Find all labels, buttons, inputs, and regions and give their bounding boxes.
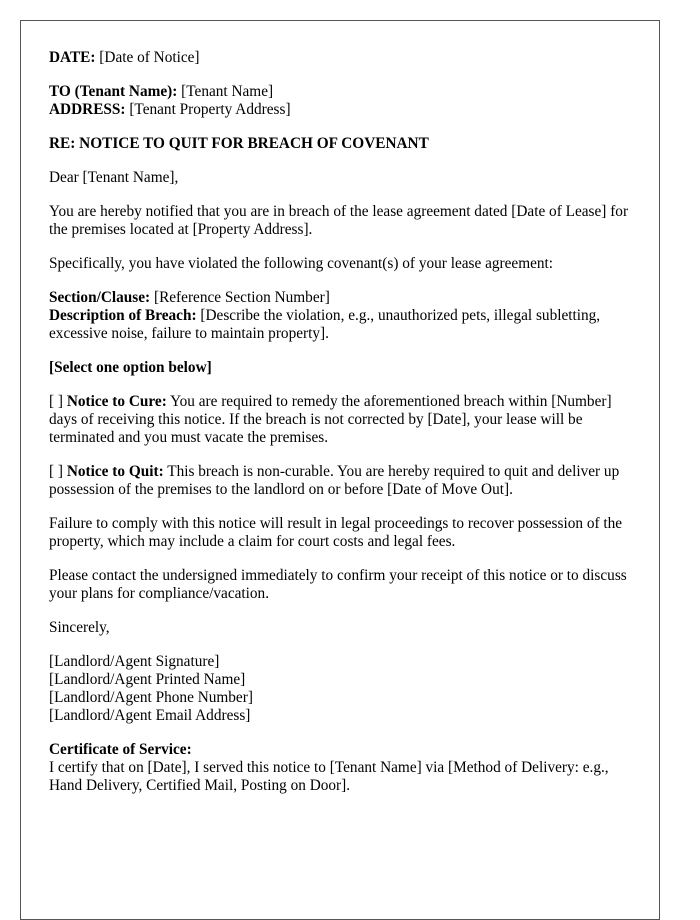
document-body — [49, 49, 639, 811]
quit-text: This breach is non-curable. You are hereby required to quit and deliver up possession of the premises to the landlord on or before [Date of Move Out]. — [49, 463, 620, 498]
description-label: Description of Breach: — [49, 307, 197, 324]
description-line — [49, 307, 639, 343]
date-label: DATE: — [49, 49, 96, 66]
to-line — [49, 83, 639, 101]
certificate-heading: Certificate of Service: — [49, 741, 192, 758]
signoff: Sincerely, — [49, 619, 110, 636]
select-option-heading: [Select one option below] — [49, 359, 212, 376]
phone-line: [Landlord/Agent Phone Number] — [49, 689, 253, 706]
to-label: TO (Tenant Name): — [49, 83, 178, 100]
quit-checkbox: [ ] — [49, 463, 64, 480]
email-line: [Landlord/Agent Email Address] — [49, 707, 251, 724]
description-value: [Describe the violation, e.g., unauthorized pets, illegal subletting, excessive noise, failure to maintain property]. — [49, 307, 601, 342]
contact-paragraph: Please contact the undersigned immediately to confirm your receipt of this notice or to discuss your plans for compliance/vacation. — [49, 567, 627, 602]
section-label: Section/Clause: — [49, 289, 151, 306]
address-label: ADDRESS: — [49, 101, 126, 118]
section-line — [49, 289, 639, 307]
printed-name-line: [Landlord/Agent Printed Name] — [49, 671, 246, 688]
cure-checkbox: [ ] — [49, 393, 64, 410]
notice-to-cure-option — [49, 393, 639, 447]
to-value: [Tenant Name] — [181, 83, 274, 100]
certificate-text: I certify that on [Date], I served this notice to [Tenant Name] via [Method of Delivery: e.g., Hand Delivery, Certified Mail, Posting on Door]. — [49, 759, 609, 794]
cure-label: Notice to Cure: — [66, 393, 167, 410]
breach-notice-paragraph: You are hereby notified that you are in breach of the lease agreement dated [Date of Lease] for the premises located at [Property Address]. — [49, 203, 629, 238]
signature-line: [Landlord/Agent Signature] — [49, 653, 220, 670]
document-page — [20, 20, 660, 920]
date-line — [49, 49, 639, 67]
section-value: [Reference Section Number] — [153, 289, 330, 306]
address-line — [49, 101, 639, 119]
quit-label: Notice to Quit: — [66, 463, 164, 480]
address-value: [Tenant Property Address] — [129, 101, 291, 118]
failure-paragraph: Failure to comply with this notice will result in legal proceedings to recover possession of the property, which may include a claim for court costs and legal fees. — [49, 515, 623, 550]
salutation: Dear [Tenant Name], — [49, 169, 179, 186]
date-value: [Date of Notice] — [99, 49, 200, 66]
cure-text: You are required to remedy the aforementioned breach within [Number] days of receiving this notice. If the breach is not corrected by [Date], your lease will be terminated and you must vacate the premises. — [49, 393, 612, 446]
notice-to-quit-option — [49, 463, 639, 499]
subject-line: RE: NOTICE TO QUIT FOR BREACH OF COVENANT — [49, 135, 429, 152]
covenant-intro-paragraph: Specifically, you have violated the following covenant(s) of your lease agreement: — [49, 255, 554, 272]
